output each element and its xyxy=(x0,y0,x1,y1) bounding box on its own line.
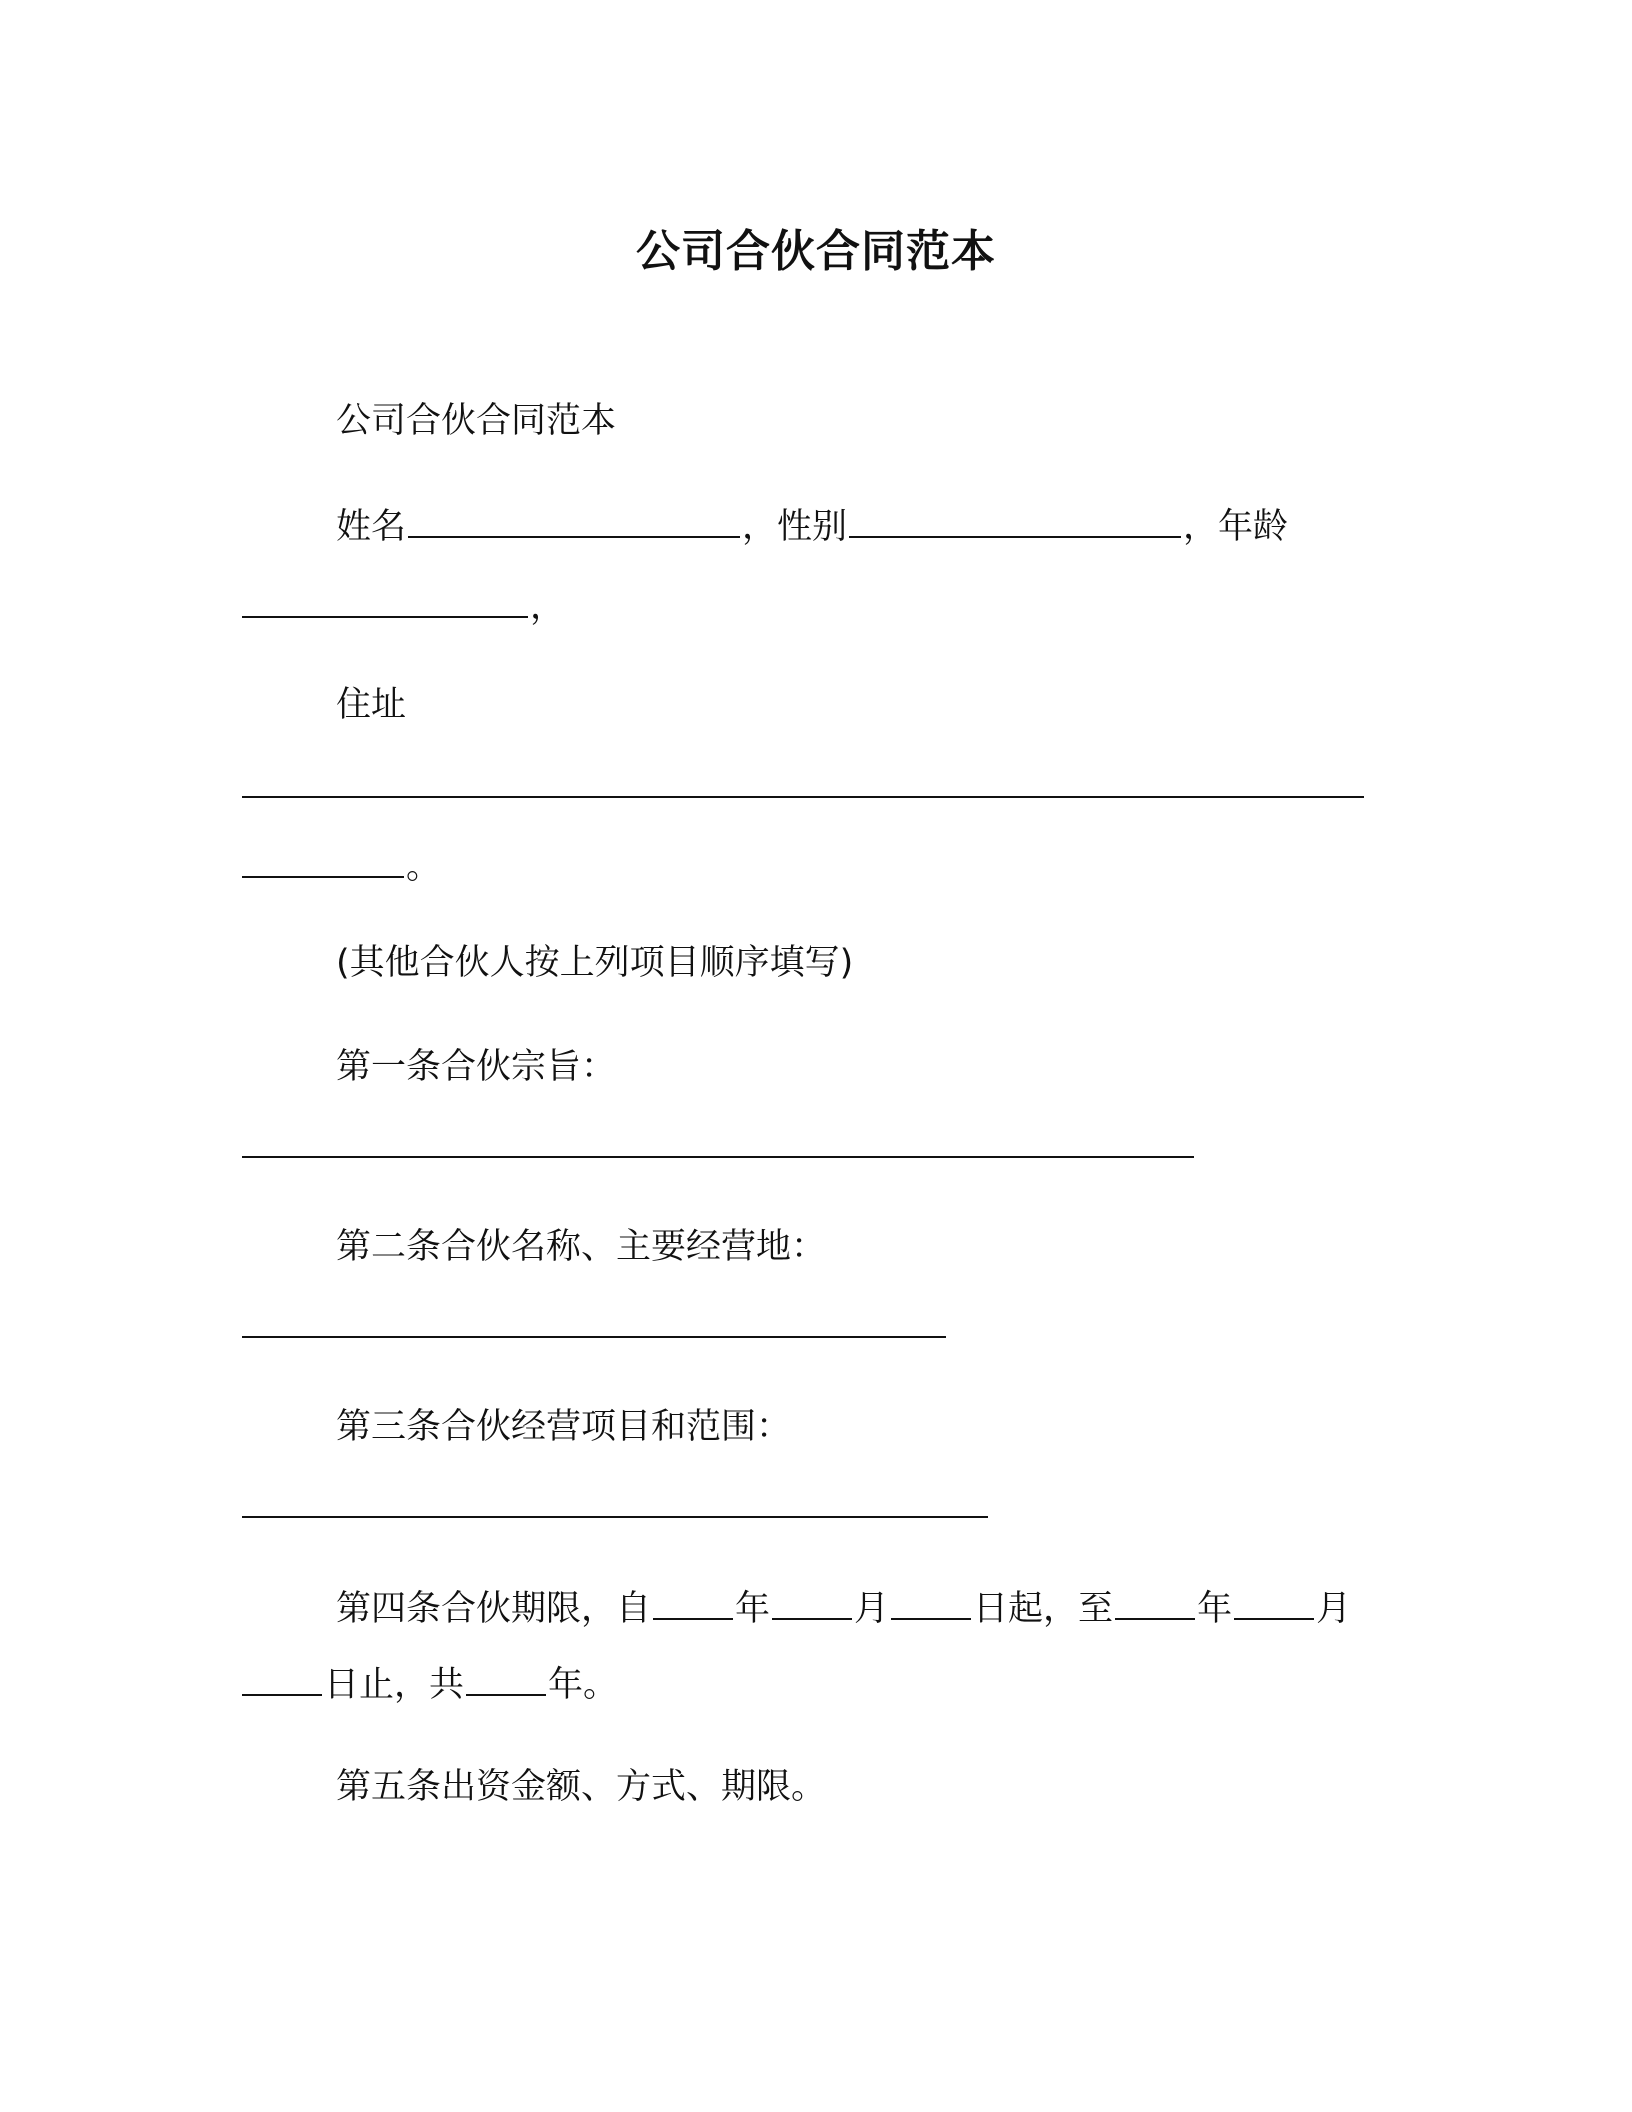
article-3-heading: 第三条合伙经营项目和范围： xyxy=(336,1407,792,1447)
age-label: ，年龄 xyxy=(1183,507,1289,547)
article-4-day-end: 日止，共 xyxy=(324,1665,465,1705)
address-line-2 xyxy=(240,840,441,892)
article-4-line-2 xyxy=(240,1658,618,1710)
article-3-blank[interactable] xyxy=(242,1480,988,1518)
article-1-line xyxy=(240,1120,1196,1172)
age-comma: ， xyxy=(530,587,566,627)
start-month-blank[interactable] xyxy=(772,1582,852,1620)
address-label: 住址 xyxy=(336,685,407,725)
article-1-heading: 第一条合伙宗旨： xyxy=(336,1047,617,1087)
age-continuation-line xyxy=(240,580,565,632)
address-period: 。 xyxy=(406,847,442,887)
article-4-day-start: 日起，至 xyxy=(973,1589,1114,1629)
gender-label: ，性别 xyxy=(742,507,848,547)
article-4-line-1 xyxy=(336,1582,1351,1634)
name-blank[interactable] xyxy=(408,500,740,538)
article-4-month-1: 月 xyxy=(854,1589,890,1629)
document-title: 公司合伙合同范本 xyxy=(636,226,996,277)
address-line-1 xyxy=(240,760,1366,812)
gender-blank[interactable] xyxy=(849,500,1181,538)
article-2-heading: 第二条合伙名称、主要经营地： xyxy=(336,1227,827,1267)
end-day-blank[interactable] xyxy=(242,1658,322,1696)
partner-info-line xyxy=(336,500,1288,552)
document-subtitle: 公司合伙合同范本 xyxy=(336,401,617,441)
article-2-blank[interactable] xyxy=(242,1300,946,1338)
total-years-blank[interactable] xyxy=(466,1658,546,1696)
article-2-line xyxy=(240,1300,948,1352)
other-partners-note: (其他合伙人按上列项目顺序填写) xyxy=(336,943,854,983)
address-blank-1[interactable] xyxy=(242,760,1364,798)
name-label: 姓名 xyxy=(336,507,407,547)
article-5-heading: 第五条出资金额、方式、期限。 xyxy=(336,1767,827,1807)
article-4-start: 第四条合伙期限，自 xyxy=(336,1589,652,1629)
article-4-years-total: 年。 xyxy=(548,1665,619,1705)
address-blank-2[interactable] xyxy=(242,840,404,878)
end-year-blank[interactable] xyxy=(1115,1582,1195,1620)
article-1-blank[interactable] xyxy=(242,1120,1194,1158)
article-3-line xyxy=(240,1480,990,1532)
age-blank[interactable] xyxy=(242,580,528,618)
article-4-month-2: 月 xyxy=(1316,1589,1352,1629)
end-month-blank[interactable] xyxy=(1234,1582,1314,1620)
article-4-year-1: 年 xyxy=(735,1589,771,1629)
start-day-blank[interactable] xyxy=(891,1582,971,1620)
start-year-blank[interactable] xyxy=(653,1582,733,1620)
article-4-year-2: 年 xyxy=(1197,1589,1233,1629)
